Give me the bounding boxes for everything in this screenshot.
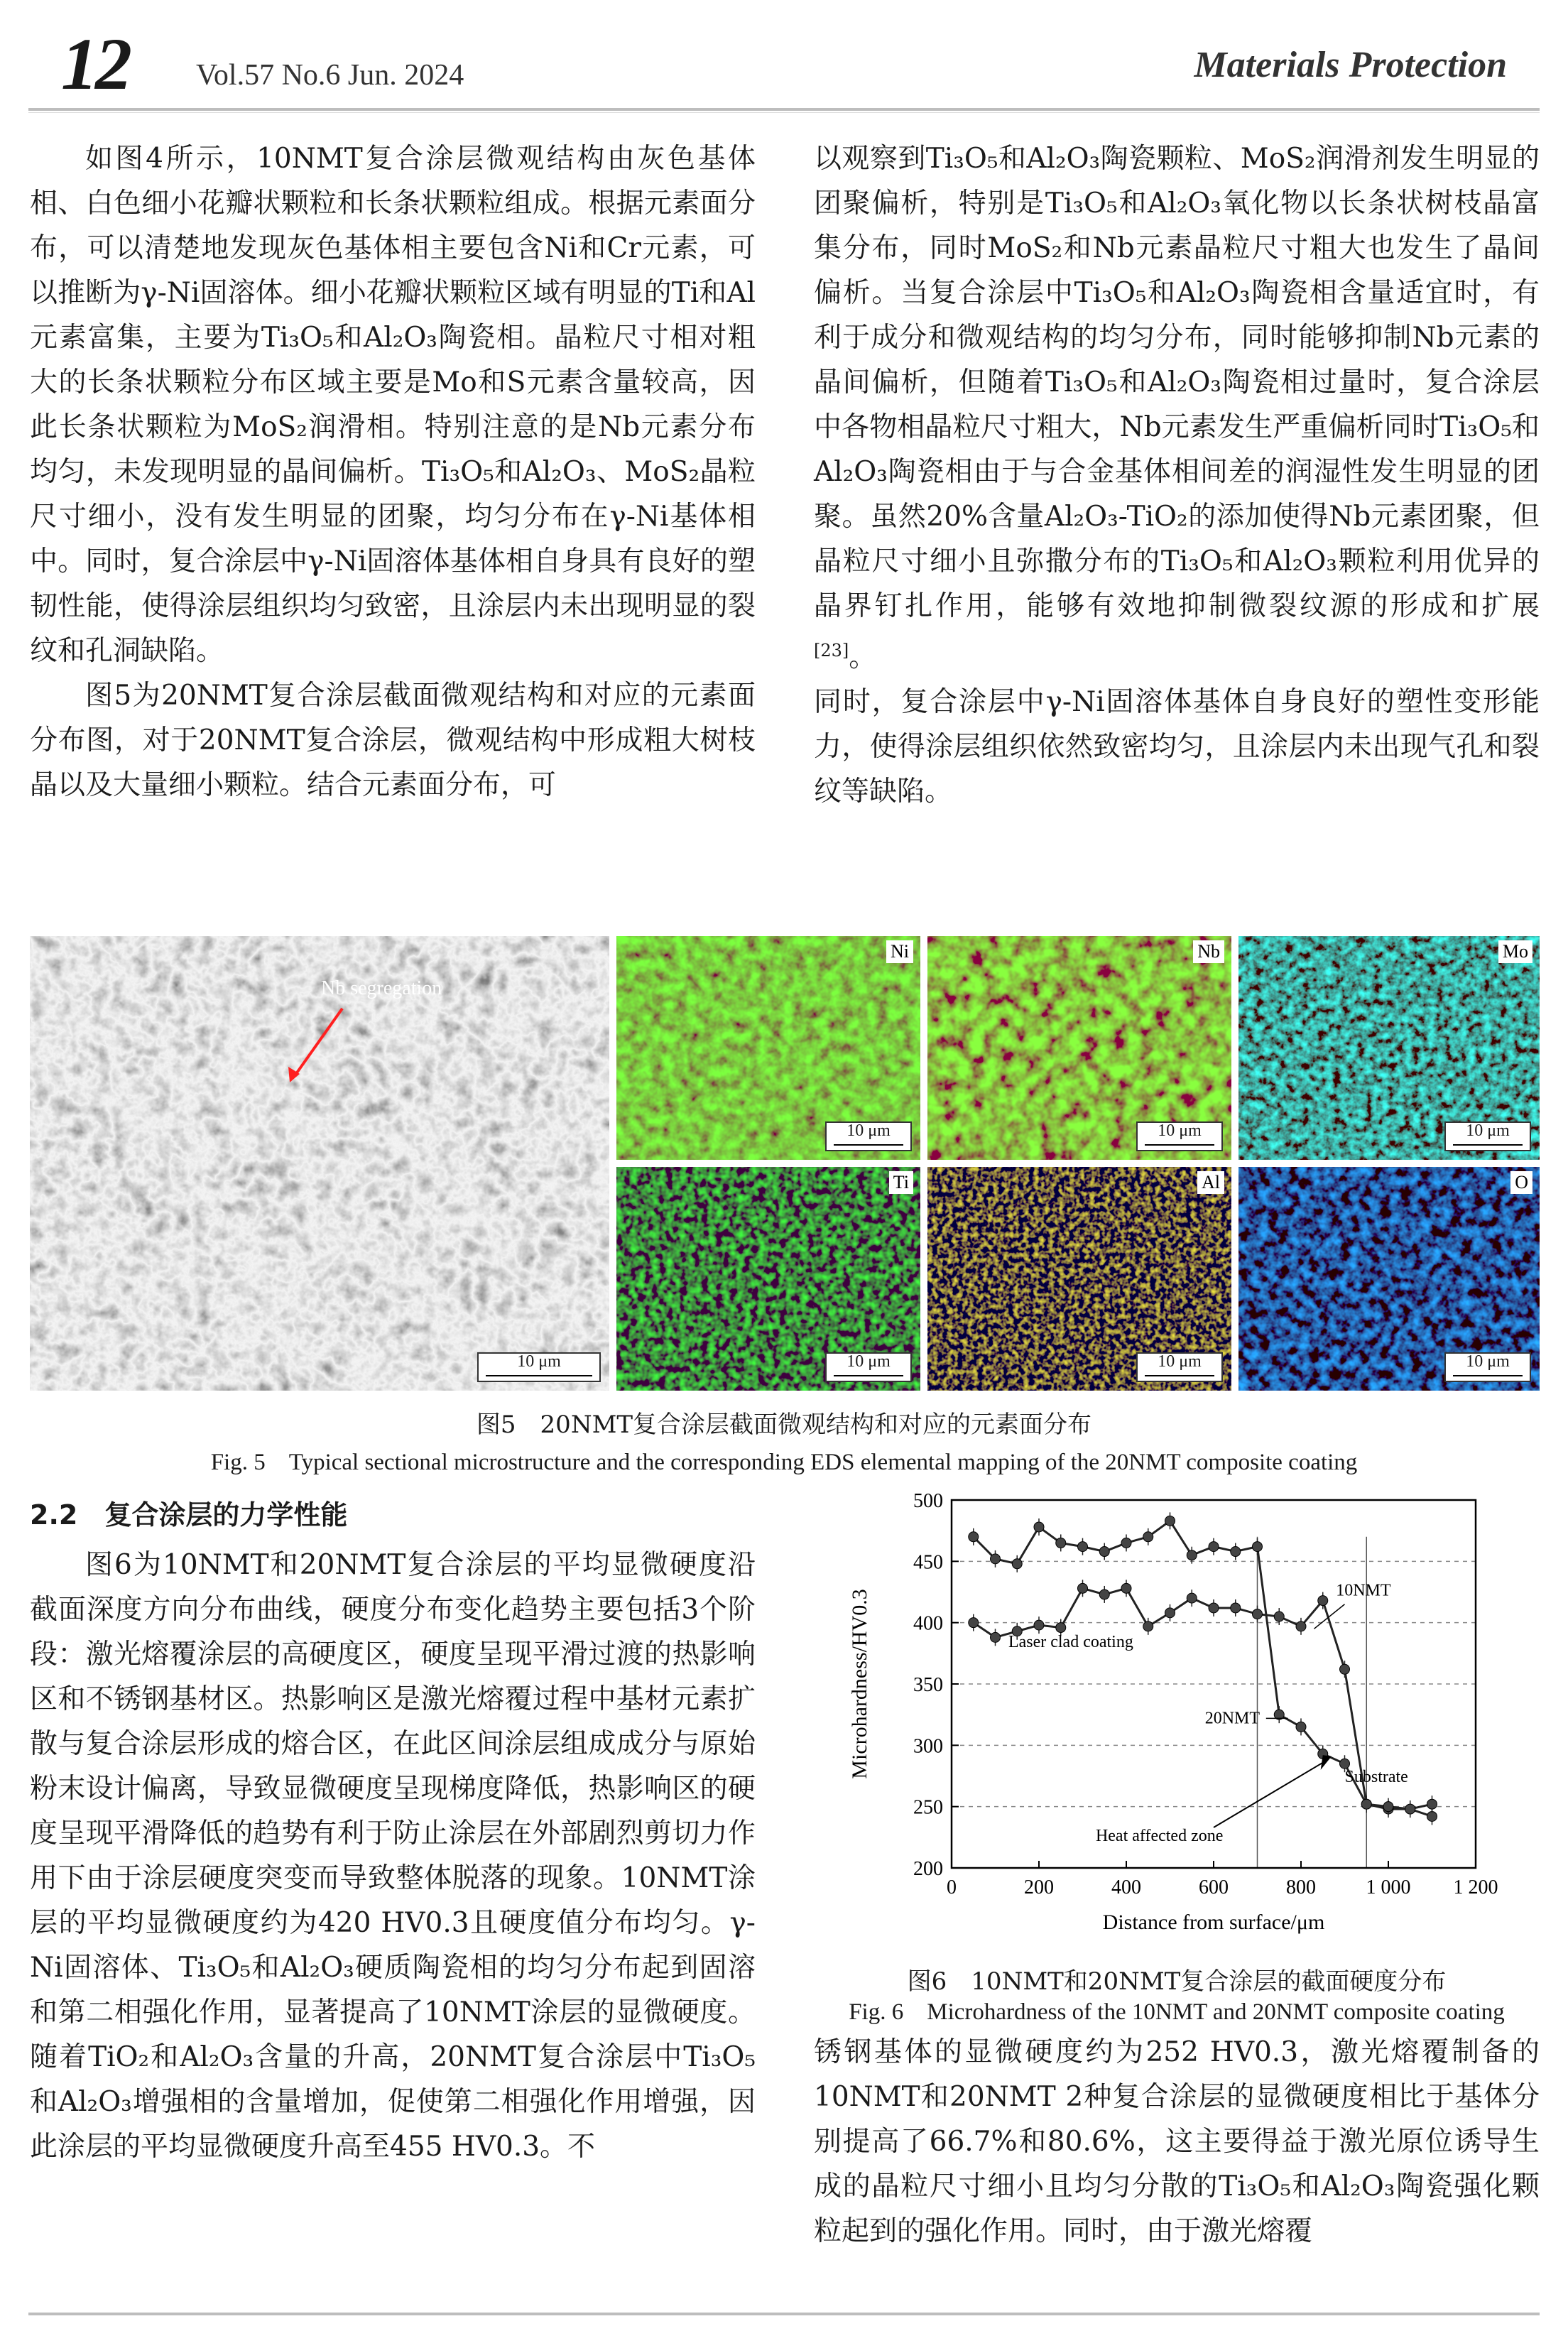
y-tick-label: 350 xyxy=(913,1674,943,1696)
x-tick-label: 400 xyxy=(1111,1876,1141,1898)
data-point-10nmt xyxy=(1165,1608,1175,1618)
y-tick-label: 450 xyxy=(913,1551,943,1574)
annotation-leader xyxy=(1314,1604,1344,1629)
annotation-nb-segregation: Nb segregation xyxy=(321,977,442,999)
header-rule xyxy=(28,108,1540,111)
paragraph-text: 以观察到Ti₃O₅和Al₂O₃陶瓷颗粒、MoS₂润滑剂发生明显的团聚偏析，特别是Ti₃O₅和Al₂O₃氧化物以长条状树枝晶富集分布，同时MoS₂和Nb元素晶粒尺寸粗大也发生了晶间偏析。当复合涂层中Ti₃O₅和Al₂O₃陶瓷相含量适宜时，有利于成分和微观结构的均匀分布，同时能够抑制Nb元素的晶间偏析，但随着Ti₃O₅和Al₂O₃陶瓷相过量时，复合涂层中各物相晶粒尺寸粗大，Nb元素发生严重偏析同时Ti₃O₅和Al₂O₃陶瓷相由于与合金基体相间差的润湿性发生明显的团聚。虽然20%含量Al₂O₃-TiO₂的添加使得Nb元素团聚，但晶粒尺寸细小且弥撒分布的Ti₃O₅和Al₂O₃颗粒利用优异的晶界钉扎作用，能够有效地抑制微裂纹源的形成和扩展 xyxy=(814,143,1540,622)
x-axis-label: Distance from surface/μm xyxy=(1102,1911,1325,1934)
y-tick-label: 200 xyxy=(913,1858,943,1880)
x-tick-label: 800 xyxy=(1286,1876,1316,1898)
figure6-caption-cn: 图6 10NMT和20NMT复合涂层的截面硬度分布 xyxy=(907,1967,1447,1996)
paragraph xyxy=(814,136,1540,680)
figure6-caption-en: Fig. 6 Microhardness of the 10NMT and 20NMT composite coating xyxy=(849,1999,1505,2025)
x-tick-label: 1 200 xyxy=(1453,1876,1498,1898)
data-point-20nmt xyxy=(1253,1542,1263,1552)
data-point-10nmt xyxy=(1361,1799,1371,1809)
paragraph: 图6为10NMT和20NMT复合涂层的平均显微硬度沿截面深度方向分布曲线，硬度分布变化趋势主要包括3个阶段：激光熔覆涂层的高硬度区，硬度呈现平滑过渡的热影响区和不锈钢基材区。热影响区是激光熔覆过程中基材元素扩散与复合涂层形成的熔合区，在此区间涂层组成成分与原始粉末设计偏离，导致显微硬度呈现梯度降低，热影响区的硬度呈现平滑降低的趋势有利于防止涂层在外部剧烈剪切力作用下由于涂层硬度突变而导致整体脱落的现象。10NMT涂层的平均显微硬度约为420 HV0.3且硬度值分布均匀。γ-Ni固溶体、Ti₃O₅和Al₂O₃硬质陶瓷相的均匀分布起到固溶和第二相强化作用，显著提高了10NMT涂层的显微硬度。随着TiO₂和Al₂O₃含量的升高，20NMT复合涂层中Ti₃O₅和Al₂O₃增强相的含量增加，促使第二相强化作用增强，因此涂层的平均显微硬度升高至455 HV0.3。不 xyxy=(30,1549,756,2163)
y-tick-label: 500 xyxy=(913,1490,943,1512)
sem-micrograph xyxy=(30,936,609,1391)
data-point-10nmt xyxy=(1274,1612,1284,1621)
annotation-heat-affected-zone: Heat affected zone xyxy=(1095,1827,1224,1846)
paragraph: 同时，复合涂层中γ-Ni固溶体基体自身良好的塑性变形能力，使得涂层组织依然致密均匀，且涂层内未出现气孔和裂纹等缺陷。 xyxy=(814,686,1540,808)
eds-map-mo xyxy=(1238,936,1540,1160)
data-point-10nmt xyxy=(1253,1609,1263,1619)
eds-map-nb xyxy=(927,936,1231,1160)
label-ni: Ni xyxy=(886,940,913,963)
paragraph: 如图4所示，10NMT复合涂层微观结构由灰色基体相、白色细小花瓣状颗粒和长条状颗粒组成。根据元素面分布，可以清楚地发现灰色基体相主要包含Ni和Cr元素，可以推断为γ-Ni固溶体。细小花瓣状颗粒区域有明显的Ti和Al元素富集，主要为Ti₃O₅和Al₂O₃陶瓷相。晶粒尺寸相对粗大的长条状颗粒分布区域主要是Mo和S元素含量较高，因此长条状颗粒为MoS₂润滑相。特别注意的是Nb元素分布均匀，未发现明显的晶间偏析。Ti₃O₅和Al₂O₃、MoS₂晶粒尺寸细小，没有发生明显的团聚，均匀分布在γ-Ni基体相中。同时，复合涂层中γ-Ni固溶体基体相自身具有良好的塑韧性能，使得涂层组织均匀致密，且涂层内未出现明显的裂纹和孔洞缺陷。 xyxy=(30,143,756,667)
x-tick-label: 200 xyxy=(1024,1876,1054,1898)
scale-bar: 10 μm xyxy=(825,1352,912,1382)
data-point-10nmt xyxy=(1078,1583,1088,1593)
header-rule-thin xyxy=(28,112,1540,113)
data-point-20nmt xyxy=(1012,1559,1022,1569)
data-point-20nmt xyxy=(991,1554,1001,1564)
label-nb: Nb xyxy=(1193,940,1224,963)
data-point-10nmt xyxy=(1405,1804,1415,1814)
data-point-10nmt xyxy=(1121,1583,1131,1593)
left-column-top xyxy=(30,136,756,808)
sem-image xyxy=(30,936,609,1391)
eds-map-ni xyxy=(616,936,920,1160)
y-tick-label: 250 xyxy=(913,1796,943,1819)
annotation-laser-clad: Laser clad coating xyxy=(1008,1633,1133,1652)
data-point-20nmt xyxy=(1296,1722,1306,1732)
x-tick-label: 0 xyxy=(947,1876,957,1898)
data-point-20nmt xyxy=(1231,1547,1241,1557)
data-point-10nmt xyxy=(1099,1590,1109,1599)
x-tick-label: 600 xyxy=(1199,1876,1229,1898)
hardness-chart xyxy=(817,1484,1540,1960)
data-point-20nmt xyxy=(1143,1532,1153,1542)
scale-bar: 10 μm xyxy=(1444,1352,1531,1382)
data-point-20nmt xyxy=(1078,1542,1088,1552)
data-point-10nmt xyxy=(1427,1799,1437,1809)
data-point-10nmt xyxy=(1231,1603,1241,1613)
journal-title: Materials Protection xyxy=(1194,45,1507,85)
data-point-10nmt xyxy=(1209,1603,1219,1613)
data-point-10nmt xyxy=(1056,1623,1066,1633)
y-tick-label: 300 xyxy=(913,1735,943,1758)
data-point-10nmt xyxy=(1034,1620,1044,1630)
data-point-20nmt xyxy=(1121,1538,1131,1548)
data-point-20nmt xyxy=(1427,1811,1437,1821)
scale-bar: 10 μm xyxy=(825,1121,912,1151)
eds-map-al xyxy=(927,1167,1231,1391)
data-point-10nmt xyxy=(991,1632,1001,1642)
data-point-20nmt xyxy=(1099,1547,1109,1557)
left-column-bottom xyxy=(30,1499,756,2169)
punctuation: 。 xyxy=(849,641,877,673)
label-ti: Ti xyxy=(889,1171,913,1194)
figure5-caption-cn: 图5 20NMT复合涂层截面微观结构和对应的元素面分布 xyxy=(476,1411,1092,1439)
footer-rule xyxy=(28,2313,1540,2315)
right-column-bottom xyxy=(814,2030,1540,2254)
scale-bar: 10 μm xyxy=(1136,1352,1223,1382)
label-al: Al xyxy=(1197,1171,1224,1194)
page-number: 12 xyxy=(61,23,129,105)
scale-bar: 10 μm xyxy=(477,1352,601,1382)
data-point-10nmt xyxy=(1383,1802,1393,1812)
data-point-20nmt xyxy=(1187,1550,1197,1560)
annotation-substrate: Substrate xyxy=(1344,1768,1408,1787)
eds-map-o xyxy=(1238,1167,1540,1391)
figure5-caption-en: Fig. 5 Typical sectional microstructure and the corresponding EDS elemental mapping of the 20NMT composite coating xyxy=(210,1450,1358,1475)
annotation-arrow xyxy=(1214,1760,1327,1827)
data-point-10nmt xyxy=(1143,1621,1153,1631)
scale-bar: 10 μm xyxy=(1444,1121,1531,1151)
data-point-10nmt xyxy=(1318,1596,1328,1606)
data-point-10nmt xyxy=(1187,1593,1197,1603)
section-heading: 2.2 复合涂层的力学性能 xyxy=(30,1499,348,1531)
volume-info: Vol.57 No.6 Jun. 2024 xyxy=(196,59,464,92)
x-tick-label: 1 000 xyxy=(1366,1876,1411,1898)
annotation-20nmt: 20NMT xyxy=(1204,1709,1261,1728)
paragraph: 锈钢基体的显微硬度约为252 HV0.3，激光熔覆制备的10NMT和20NMT 2种复合涂层的显微硬度相比于基体分别提高了66.7%和80.6%，这主要得益于激光原位诱导生成的晶粒尺寸细小且均匀分散的Ti₃O₅和Al₂O₃陶瓷强化颗粒起到的强化作用。同时，由于激光熔覆 xyxy=(814,2036,1540,2247)
scale-bar: 10 μm xyxy=(1136,1121,1223,1151)
data-point-10nmt xyxy=(969,1618,979,1628)
data-point-20nmt xyxy=(969,1532,979,1542)
eds-map-ti xyxy=(616,1167,920,1391)
chart-grid xyxy=(952,1537,1476,1868)
y-axis-label: Microhardness/HV0.3 xyxy=(848,1589,871,1779)
y-tick-label: 400 xyxy=(913,1612,943,1635)
paragraph: 图5为20NMT复合涂层截面微观结构和对应的元素面分布图，对于20NMT复合涂层，微观结构中形成粗大树枝晶以及大量细小颗粒。结合元素面分布，可 xyxy=(30,680,756,801)
annotation-10nmt: 10NMT xyxy=(1336,1581,1391,1600)
data-point-20nmt xyxy=(1056,1538,1066,1548)
data-point-20nmt xyxy=(1209,1542,1219,1552)
citation[interactable]: [23] xyxy=(814,641,849,661)
right-column-top xyxy=(814,136,1540,814)
data-point-10nmt xyxy=(1340,1664,1350,1674)
label-o: O xyxy=(1510,1171,1532,1194)
data-point-20nmt xyxy=(1034,1522,1044,1532)
data-point-20nmt xyxy=(1165,1516,1175,1526)
data-point-20nmt xyxy=(1340,1759,1350,1768)
label-mo: Mo xyxy=(1498,940,1532,963)
data-point-10nmt xyxy=(1296,1621,1306,1631)
